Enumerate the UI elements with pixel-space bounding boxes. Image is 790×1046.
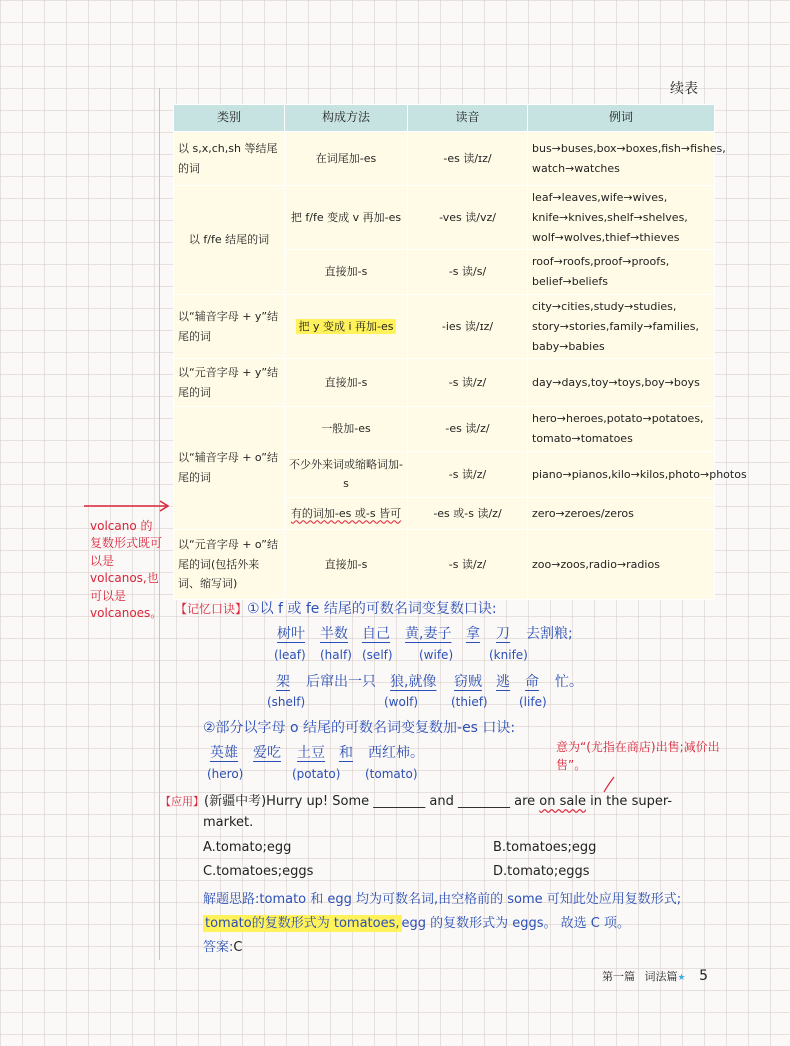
category-cell: 以 s,x,ch,sh 等结尾的词 [174,132,285,186]
english-word: (leaf) [274,648,306,662]
example-line: watch→watches [532,161,620,175]
memory-heading [175,598,497,618]
mnemonic-word: 自己 [362,626,390,642]
question-text: market. [203,815,254,830]
table-row [174,407,715,452]
example-cell: zero→zeroes/zeros [528,497,715,529]
method-cell [285,497,408,529]
example-line: bus→buses,box→boxes,fish→fishes, [532,141,726,155]
footer-section: 词法篇 [644,970,678,983]
category-cell: 以“辅音字母 + y”结尾的词 [174,294,285,358]
category-cell: 以“元音字母 + o”结尾的词(包括外来词、缩写词) [174,529,285,599]
mnemonic-word: 黄,妻子 [405,626,452,642]
example-cell [528,250,715,295]
memory-line1: ①以 f 或 fe 结尾的可数名词变复数口诀: [247,601,497,617]
page-number: 5 [699,968,708,984]
english-word: (life) [519,695,547,709]
analysis-line2 [203,912,630,931]
example-cell [528,186,715,250]
table-header: 构成方法 [285,105,408,132]
question-text: (新疆中考)Hurry up! Some ________ and ________ are [204,794,540,809]
footer-part: 第一篇 [602,970,635,983]
pron-cell: -s 读/z/ [408,359,528,407]
pron-cell: -s 读/z/ [408,529,528,599]
mnemonic-word: 拿 [466,626,480,642]
method-cell: 直接加-s [285,529,408,599]
english-word: (tomato) [365,767,418,781]
pron-cell: -es 读/ɪz/ [408,132,528,186]
table-header-row [174,105,715,132]
english-word: (wife) [419,648,454,662]
example-cell [528,132,726,186]
method-cell: 在词尾加-es [285,132,408,186]
red-annotation: 意为“(尤指在商店)出售;减价出售”。 [556,740,720,772]
side-note: volcano 的复数形式既可以是 volcanos,也可以是 volcanoes。 [90,519,163,620]
mnemonic-word: 土豆 [297,745,325,761]
example-cell: day→days,toy→toys,boy→boys [528,359,715,407]
example-cell: piano→pianos,kilo→kilos,photo→photos [528,451,715,497]
english-word: (thief) [451,695,488,709]
option-a: A.tomato;egg [203,840,292,855]
option-d: D.tomato;eggs [493,864,590,879]
pron-cell: -es 读/z/ [408,407,528,452]
example-line: knife→knives,shelf→shelves, [532,210,688,224]
category-cell: 以“辅音字母 + o”结尾的词 [174,407,285,530]
method-cell: 一般加-es [285,407,408,452]
pron-cell: -ies 读/ɪz/ [408,294,528,358]
plural-rules-table [173,104,747,600]
table-header: 读音 [408,105,528,132]
key-phrase: on sale [539,794,586,809]
pron-cell: -s 读/s/ [408,250,528,295]
analysis-line1 [203,888,681,907]
english-word: (hero) [207,767,244,781]
option-b: B.tomatoes;egg [493,840,597,855]
example-cell [528,407,715,452]
example-line: wolf→wolves,thief→thieves [532,230,680,244]
mnemonic-word: 树叶 [277,626,305,642]
table-header: 类别 [174,105,285,132]
mnemonic-word: 后窜出一只 [306,674,376,690]
english-word: (shelf) [267,695,306,709]
example-line: belief→beliefs [532,275,608,289]
example-cell [528,294,715,358]
mnemonic-word: 和 [339,745,353,761]
mnemonic-word: 爱吃 [253,745,281,761]
page-footer [602,968,708,984]
example-line: tomato→tomatoes [532,432,633,446]
english-word: (half) [320,648,352,662]
analysis-text: tomato 和 egg 均为可数名词,由空格前的 some 可知此处应用复数形式; [259,892,682,907]
table-row [174,294,715,358]
star-icon: ★ [677,973,686,983]
mnemonic-word: 狼,就像 [390,674,437,690]
question-stem [160,790,672,809]
answer-label: 答案: [203,940,234,955]
mnemonic-word: 逃 [496,674,510,690]
example-line: leaf→leaves,wife→wives, [532,191,668,204]
mnemonic-word: 去割粮; [526,626,573,642]
pron-cell: -s 读/z/ [408,451,528,497]
mnemonic-word: 刀 [496,626,510,642]
answer-line [203,936,242,955]
memory-tag: 【记忆口诀】 [175,602,248,616]
category-cell: 以 f/fe 结尾的词 [174,186,285,295]
highlight: 把 y 变成 i 再加-es [298,319,394,333]
method-cell: 直接加-s [285,359,408,407]
arrow-icon [80,498,172,514]
pron-cell: -ves 读/vz/ [408,186,528,250]
example-line: baby→babies [532,339,605,353]
example-line: city→cities,study→studies, [532,299,677,313]
table-row [174,132,715,186]
question-tag: 【应用】 [160,795,204,808]
table-header: 例词 [528,105,715,132]
method-cell: 把 f/fe 变成 v 再加-es [285,186,408,250]
english-word: (wolf) [384,695,419,709]
mnemonic-word: 英雄 [210,745,238,761]
method-cell [285,294,408,358]
mnemonic-word: 西红柿。 [368,745,424,761]
example-line: roof→roofs,proof→proofs, [532,255,670,269]
example-cell: zoo→zoos,radio→radios [528,529,715,599]
pron-cell: -es 或-s 读/z/ [408,497,528,529]
analysis-label: 解题思路: [203,892,260,907]
mnemonic-word: 半数 [320,626,348,642]
example-line: story→stories,family→families, [532,319,700,333]
example-line: hero→heroes,potato→potatoes, [532,412,704,426]
method-cell: 直接加-s [285,250,408,295]
category-cell: 以“元音字母 + y”结尾的词 [174,359,285,407]
table-row [174,186,715,250]
continued-label: 续表 [670,81,698,97]
english-word: (potato) [292,767,341,781]
method-cell: 不少外来词或缩略词加-s [285,451,408,497]
option-c: C.tomatoes;eggs [203,864,314,879]
question-text: in the super- [585,794,673,809]
mnemonic-word: 窃贼 [454,674,482,690]
wavy-underline-text: 有的词加-es 或-s 皆可 [290,506,402,520]
mnemonic-word: 架 [276,674,290,690]
answer-value: C [233,940,243,955]
highlight: tomato的复数形式为 tomatoes, [205,916,400,931]
table-row [174,529,715,599]
table-row [174,359,715,407]
memory-line2: ②部分以字母 o 结尾的可数名词变复数加-es 口诀: [203,720,516,736]
english-word: (self) [362,648,393,662]
analysis-text: egg 的复数形式为 eggs。 故选 C 项。 [401,916,631,931]
english-word: (knife) [489,648,528,662]
mnemonic-word: 忙。 [555,674,583,690]
mnemonic-word: 命 [525,674,539,690]
